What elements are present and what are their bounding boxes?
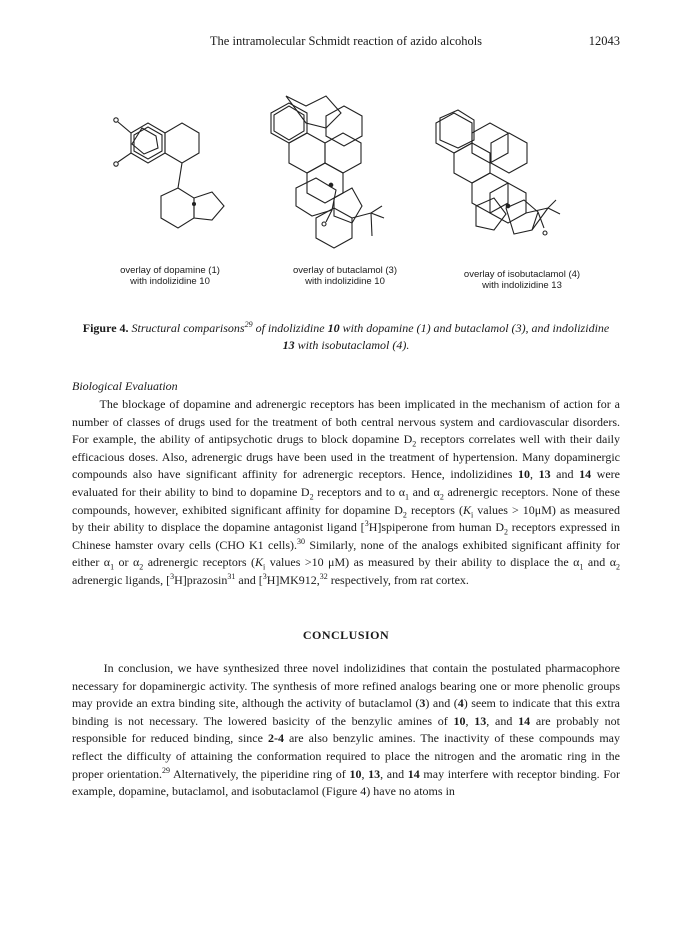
caption-dopamine: overlay of dopamine (1) with indolizidine 10 [120, 265, 220, 287]
figure-4 [86, 88, 606, 298]
figure-caption: Figure 4. Structural comparisons$^{29}$ of indolizidine 10 with dopamine (1) and butaclamol (3), and indolizidine 13 with isobutaclamol (4). [82, 320, 610, 352]
structure-dopamine-overlay [114, 118, 224, 228]
paragraph-biological-evaluation: The blockage of dopamine and adrenergic receptors has been implicated in the mechanism of action for a number of classes of drugs used for the treatment of both central nervous system and cardiovascular disorders. For example, the ability of antipsychotic drugs to block dopamine $D_2$ receptors correlates well with their daily efficacious doses. Also, adrenergic drugs have been used in the treatment of hypertension. Many dopaminergic compounds also have significant affinity for adrenergic receptors. Hence, indolizidines 10, 13 and 14 were evaluated for their ability to bind to dopamine $D_2$ receptors and to $\alpha_1$ and $\alpha_2$ adrenergic receptors. None of these compounds, however, exhibited significant affinity for dopamine $D_2$ receptors ($K_i$ values > 10μM) as measured by their ability to displace the dopamine antagonist ligand [$^3$H]spiperone from human $D_2$ receptors expressed in Chinese hamster ovary cells (CHO K1 cells).$^{30}$ Similarly, none of the analogs exhibited significant affinity for either $\alpha_1$ or $\alpha_2$ adrenergic receptors ($K_i$ values >10 μM) as measured by their ability to displace the $\alpha_1$ and $\alpha_2$ adrenergic ligands, [$^3$H]prazosin$^{31}$ and [$^3$H]MK912,32 respectively, from rat cortex. [72, 397, 620, 587]
structure-butaclamol-overlay [271, 96, 384, 248]
caption-butaclamol: overlay of butaclamol (3) with indolizidine 10 [292, 265, 398, 287]
caption-isobutaclamol: overlay of isobutaclamol (4) with indolizidine 13 [463, 269, 581, 291]
structure-isobutaclamol-overlay [436, 110, 560, 235]
figure-label: Figure 4. [82, 321, 129, 335]
section-conclusion: CONCLUSION [302, 628, 390, 642]
section-biological-evaluation: Biological Evaluation [72, 379, 178, 393]
running-title: The intramolecular Schmidt reaction of azido alcohols [209, 34, 483, 48]
page-number: 12043 [588, 34, 620, 48]
paragraph-conclusion: In conclusion, we have synthesized three novel indolizidines that contain the postulated pharmacophore necessary for dopaminergic activity. The synthesis of more refined analogs bearing one or more phenolic groups may provide an extra binding site, although the activity of butaclamol (3) and (4) seem to indicate that this extra binding is not necessary. The lowered basicity of the benzylic amines of 10, 13, and 14 are probably not responsible for reduced binding, since 2-4 are also benzylic amines. The inactivity of these compounds may reflect the difficulty of attaining the conformation required to place the nitrogen and the aromatic ring in the proper orientation.$^{29}$ Alternatively, the piperidine ring of 10, 13, and 14 may interfere with receptor binding. For example, dopamine, butaclamol, and isobutaclamol (Figure 4) have no atoms in [72, 661, 621, 799]
